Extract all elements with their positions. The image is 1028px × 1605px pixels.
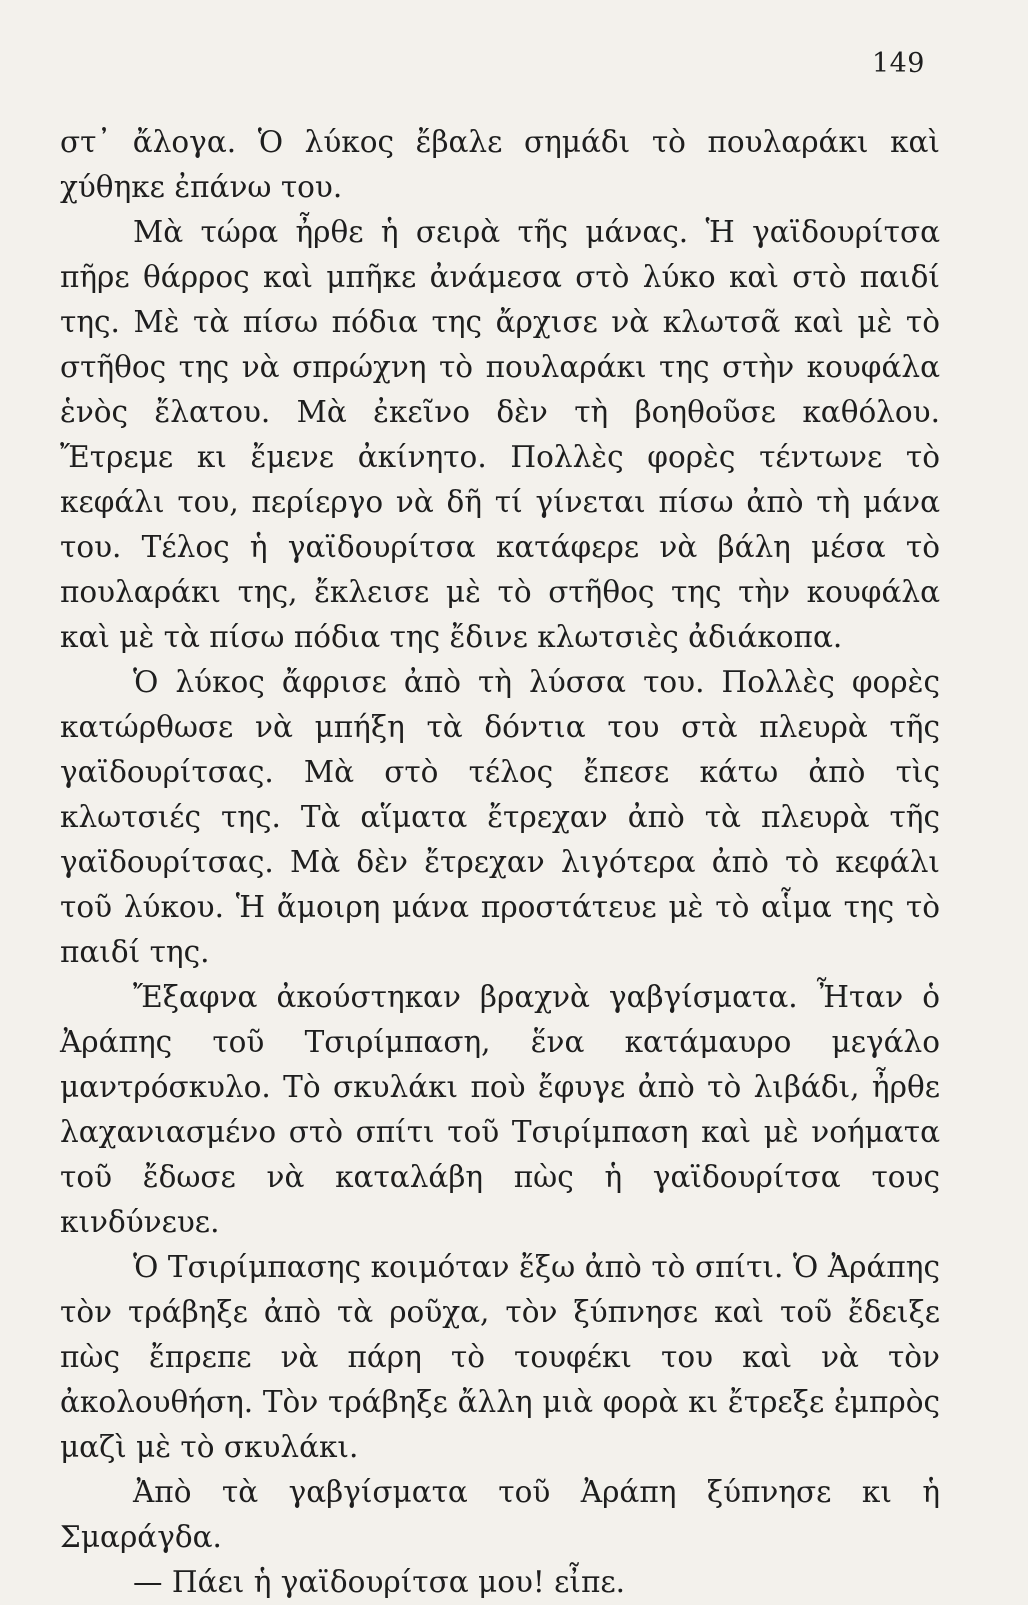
- paragraph: Ὁ Τσιρίμπασης κοιμόταν ἔξω ἀπὸ τὸ σπίτι. Ὁ Ἀράπης τὸν τράβηξε ἀπὸ τὰ ροῦχα, τὸν ξύπνησε καὶ τοῦ ἔδειξε πὼς ἔπρεπε νὰ πάρη τὸ τουφέκι του καὶ νὰ τὸν ἀκολουθήση. Τὸν τράβηξε ἄλλη μιὰ φορὰ κι ἔτρεξε ἐμπρὸς μαζὶ μὲ τὸ σκυλάκι.: [60, 1250, 940, 1464]
- paragraph: Ὁ λύκος ἄφρισε ἀπὸ τὴ λύσσα του. Πολλὲς φορὲς κατώρθωσε νὰ μπήξη τὰ δόντια του στὰ πλευρὰ τῆς γαϊδουρίτσας. Μὰ στὸ τέλος ἔπεσε κάτω ἀπὸ τὶς κλωτσιές της. Τὰ αἵματα ἔτρεχαν ἀπὸ τὰ πλευρὰ τῆς γαϊδουρίτσας. Μὰ δὲν ἔτρεχαν λιγότερα ἀπὸ τὸ κεφάλι τοῦ λύκου. Ἡ ἄμοιρη μάνα προστάτευε μὲ τὸ αἷμα της τὸ παιδί της.: [60, 665, 940, 969]
- paragraph: — Πάει ἡ γαϊδουρίτσα μου! εἶπε.: [133, 1565, 626, 1599]
- paragraph: Ἀπὸ τὰ γαβγίσματα τοῦ Ἀράπη ξύπνησε κι ἡ Σμαράγδα.: [60, 1475, 940, 1554]
- paragraph: Μὰ τώρα ἦρθε ἡ σειρὰ τῆς μάνας. Ἡ γαϊδουρίτσα πῆρε θάρρος καὶ μπῆκε ἀνάμεσα στὸ λύκο καὶ στὸ παιδί της. Μὲ τὰ πίσω πόδια της ἄρχισε νὰ κλωτσᾶ καὶ μὲ τὸ στῆθος της νὰ σπρώχνη τὸ πουλαράκι της στὴν κουφάλα ἑνὸς ἔλατου. Μὰ ἐκεῖνο δὲν τὴ βοηθοῦσε καθόλου. Ἔτρεμε κι ἔμενε ἀκίνητο. Πολλὲς φορὲς τέντωνε τὸ κεφάλι του, περίεργο νὰ δῆ τί γίνεται πίσω ἀπὸ τὴ μάνα του. Τέλος ἡ γαϊδουρίτσα κατάφερε νὰ βάλη μέσα τὸ πουλαράκι της, ἔκλεισε μὲ τὸ στῆθος της τὴν κουφάλα καὶ μὲ τὰ πίσω πόδια της ἔδινε κλωτσιὲς ἀδιάκοπα.: [60, 215, 940, 654]
- page-number: 149: [871, 48, 925, 79]
- body-text: [60, 120, 940, 1605]
- paragraph: Ἔξαφνα ἀκούστηκαν βραχνὰ γαβγίσματα. Ἦταν ὁ Ἀράπης τοῦ Τσιρίμπαση, ἕνα κατάμαυρο μεγάλο μαντρόσκυλο. Τὸ σκυλάκι ποὺ ἔφυγε ἀπὸ τὸ λιβάδι, ἦρθε λαχανιασμένο στὸ σπίτι τοῦ Τσιρίμπαση καὶ μὲ νοήματα τοῦ ἔδωσε νὰ καταλάβη πὼς ἡ γαϊδουρίτσα τους κινδύνευε.: [60, 980, 940, 1239]
- paragraph: στ᾽ ἄλογα. Ὁ λύκος ἔβαλε σημάδι τὸ πουλαράκι καὶ χύθηκε ἐπάνω του.: [60, 125, 940, 204]
